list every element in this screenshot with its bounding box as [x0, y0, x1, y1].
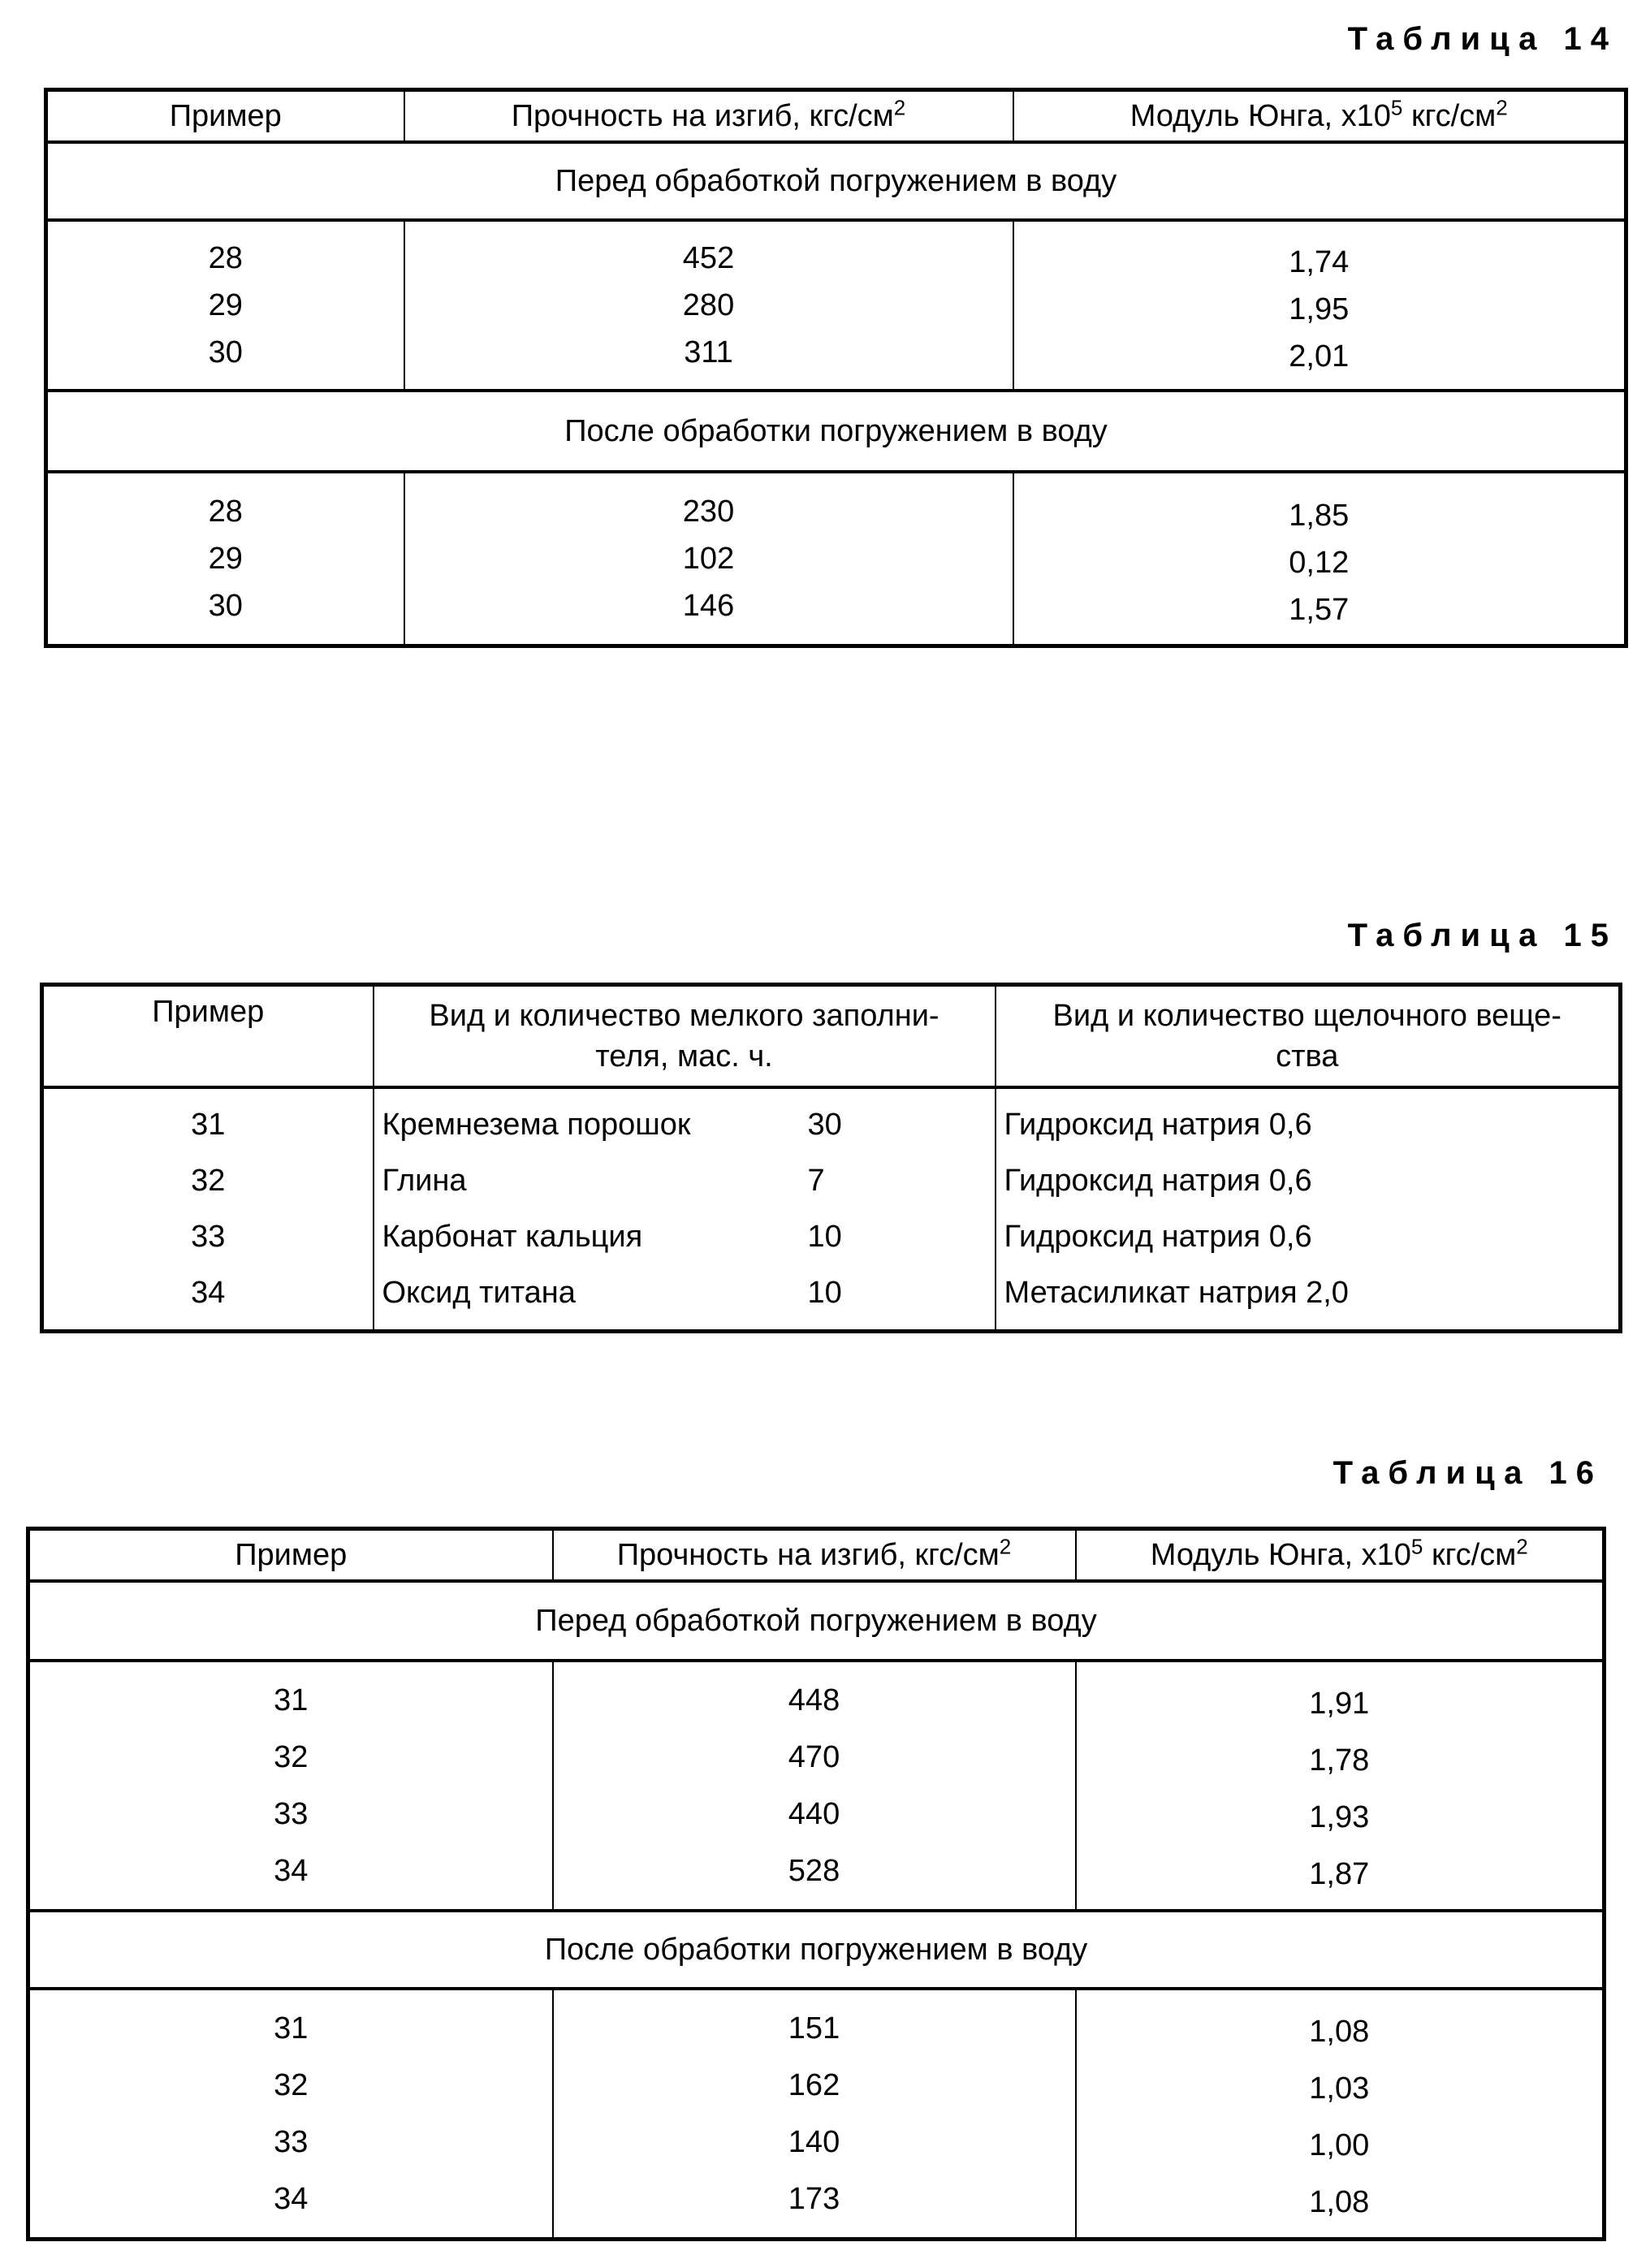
filler-cell [374, 1087, 996, 1332]
example-cell [42, 1087, 374, 1332]
cell-value: 28 [48, 488, 404, 535]
cell-value: 32 [30, 2057, 552, 2114]
header-example: Пример [42, 985, 374, 1088]
table-15-title: Таблица 15 [1348, 918, 1618, 954]
cell-value: 448 [554, 1672, 1075, 1729]
header-example [46, 90, 404, 143]
cell-value: 151 [554, 2000, 1075, 2057]
cell-value: 2 [894, 95, 905, 119]
cell-value: 34 [30, 1842, 552, 1899]
cell-value: 470 [554, 1729, 1075, 1786]
cell-value: Пример [235, 1538, 347, 1572]
cell-value [382, 1097, 995, 1153]
cell-value: 32 [44, 1153, 373, 1209]
table-header-row [46, 90, 1626, 143]
cell-value: Карбонат кальция [382, 1209, 643, 1265]
data-block [46, 220, 1626, 391]
cell-value: 1,93 [1077, 1789, 1603, 1846]
section-row [28, 1911, 1605, 1989]
strength-cell [553, 1989, 1076, 2240]
cell-value: 1,57 [1014, 586, 1625, 633]
example-cell [28, 1661, 553, 1911]
cell-value: Вид и количество мелкого заполни- [374, 996, 995, 1036]
header-example [28, 1529, 553, 1582]
cell-value [382, 1153, 995, 1209]
cell-value: Гидроксид натрия 0,6 [1004, 1153, 1619, 1209]
cell-value: 31 [44, 1097, 373, 1153]
header-alkali [996, 985, 1621, 1088]
data-block [28, 1661, 1605, 1911]
header-modulus [1013, 90, 1626, 143]
cell-value: 1,91 [1077, 1675, 1603, 1732]
cell-value: 140 [554, 2114, 1075, 2171]
cell-value: 30 [808, 1097, 881, 1153]
cell-value [382, 1209, 995, 1265]
cell-value: 5 [1411, 1534, 1423, 1558]
cell-value: 29 [48, 535, 404, 582]
section-label: После обработки погружением в воду [46, 391, 1626, 472]
header-filler [374, 985, 996, 1088]
cell-value: кгс/см [1402, 99, 1496, 133]
cell-value: 528 [554, 1842, 1075, 1899]
modulus-cell [1076, 1989, 1605, 2240]
cell-value: Метасиликат натрия 2,0 [1004, 1265, 1619, 1321]
cell-value: 1,00 [1077, 2117, 1603, 2174]
cell-value: 280 [405, 282, 1013, 329]
header-strength [404, 90, 1013, 143]
cell-value: 30 [48, 582, 404, 629]
table-16-title: Таблица 16 [1333, 1455, 1603, 1492]
cell-value: 2,01 [1014, 333, 1625, 380]
cell-value: 452 [405, 235, 1013, 282]
cell-value: 34 [44, 1265, 373, 1321]
cell-value: 1,74 [1014, 239, 1625, 286]
cell-value: 1,03 [1077, 2060, 1603, 2117]
cell-value: Пример [170, 99, 282, 133]
cell-value: Модуль Юнга, х10 [1151, 1538, 1411, 1572]
cell-value: 2 [1496, 95, 1507, 119]
cell-value [382, 1265, 995, 1321]
cell-value: 1,08 [1077, 2174, 1603, 2231]
section-label: После обработки погружением в воду [28, 1911, 1605, 1989]
cell-value: Прочность на изгиб, кгс/см [617, 1538, 1000, 1572]
cell-value: Оксид титана [382, 1265, 576, 1321]
cell-value: 34 [30, 2171, 552, 2227]
table-14-title: Таблица 14 [1348, 21, 1618, 58]
cell-value: 33 [30, 1786, 552, 1842]
cell-value: 29 [48, 282, 404, 329]
strength-cell [404, 472, 1013, 646]
cell-value: Гидроксид натрия 0,6 [1004, 1209, 1619, 1265]
cell-value: 440 [554, 1786, 1075, 1842]
cell-value: 1,08 [1077, 2003, 1603, 2060]
cell-value: 7 [808, 1153, 881, 1209]
cell-value: 5 [1391, 95, 1402, 119]
cell-value: теля, мас. ч. [374, 1036, 995, 1077]
table-15 [40, 983, 1622, 1333]
table-14 [44, 88, 1628, 648]
section-row [28, 1581, 1605, 1661]
cell-value: Вид и количество щелочного веще- [996, 996, 1619, 1036]
cell-value: Прочность на изгиб, кгс/см [512, 99, 894, 133]
example-cell [46, 220, 404, 391]
cell-value: кгс/см [1423, 1538, 1516, 1572]
cell-value: 10 [808, 1209, 881, 1265]
cell-value: 33 [30, 2114, 552, 2171]
cell-value: 30 [48, 329, 404, 376]
table-16 [26, 1527, 1606, 2241]
cell-value: 173 [554, 2171, 1075, 2227]
header-modulus [1076, 1529, 1605, 1582]
table-header-row [42, 985, 1621, 1088]
cell-value: 1,78 [1077, 1732, 1603, 1789]
cell-value: 10 [808, 1265, 881, 1321]
header-strength [553, 1529, 1076, 1582]
cell-value: Кремнезема порошок [382, 1097, 691, 1153]
cell-value: 31 [30, 2000, 552, 2057]
cell-value: 230 [405, 488, 1013, 535]
data-block [28, 1989, 1605, 2240]
modulus-cell [1013, 472, 1626, 646]
cell-value: 146 [405, 582, 1013, 629]
section-row [46, 391, 1626, 472]
cell-value: 31 [30, 1672, 552, 1729]
cell-value: Глина [382, 1153, 467, 1209]
cell-value: 1,87 [1077, 1846, 1603, 1903]
alkali-cell [996, 1087, 1621, 1332]
section-label: Перед обработкой погружением в воду [28, 1581, 1605, 1661]
cell-value: 1,95 [1014, 286, 1625, 333]
cell-value: 33 [44, 1209, 373, 1265]
cell-value: ства [996, 1036, 1619, 1077]
cell-value: 311 [405, 329, 1013, 376]
modulus-cell [1013, 220, 1626, 391]
data-block [42, 1087, 1621, 1332]
example-cell [46, 472, 404, 646]
cell-value: Гидроксид натрия 0,6 [1004, 1097, 1619, 1153]
data-block [46, 472, 1626, 646]
section-label: Перед обработкой погружением в воду [46, 142, 1626, 220]
strength-cell [553, 1661, 1076, 1911]
modulus-cell [1076, 1661, 1605, 1911]
cell-value: 1,85 [1014, 492, 1625, 539]
cell-value: 0,12 [1014, 539, 1625, 586]
cell-value: 2 [1000, 1534, 1011, 1558]
cell-value: 162 [554, 2057, 1075, 2114]
cell-value: 102 [405, 535, 1013, 582]
section-row [46, 142, 1626, 220]
table-header-row [28, 1529, 1605, 1582]
cell-value: 32 [30, 1729, 552, 1786]
example-cell [28, 1989, 553, 2240]
cell-value: Модуль Юнга, х10 [1130, 99, 1391, 133]
cell-value: 28 [48, 235, 404, 282]
strength-cell [404, 220, 1013, 391]
cell-value: 2 [1516, 1534, 1527, 1558]
